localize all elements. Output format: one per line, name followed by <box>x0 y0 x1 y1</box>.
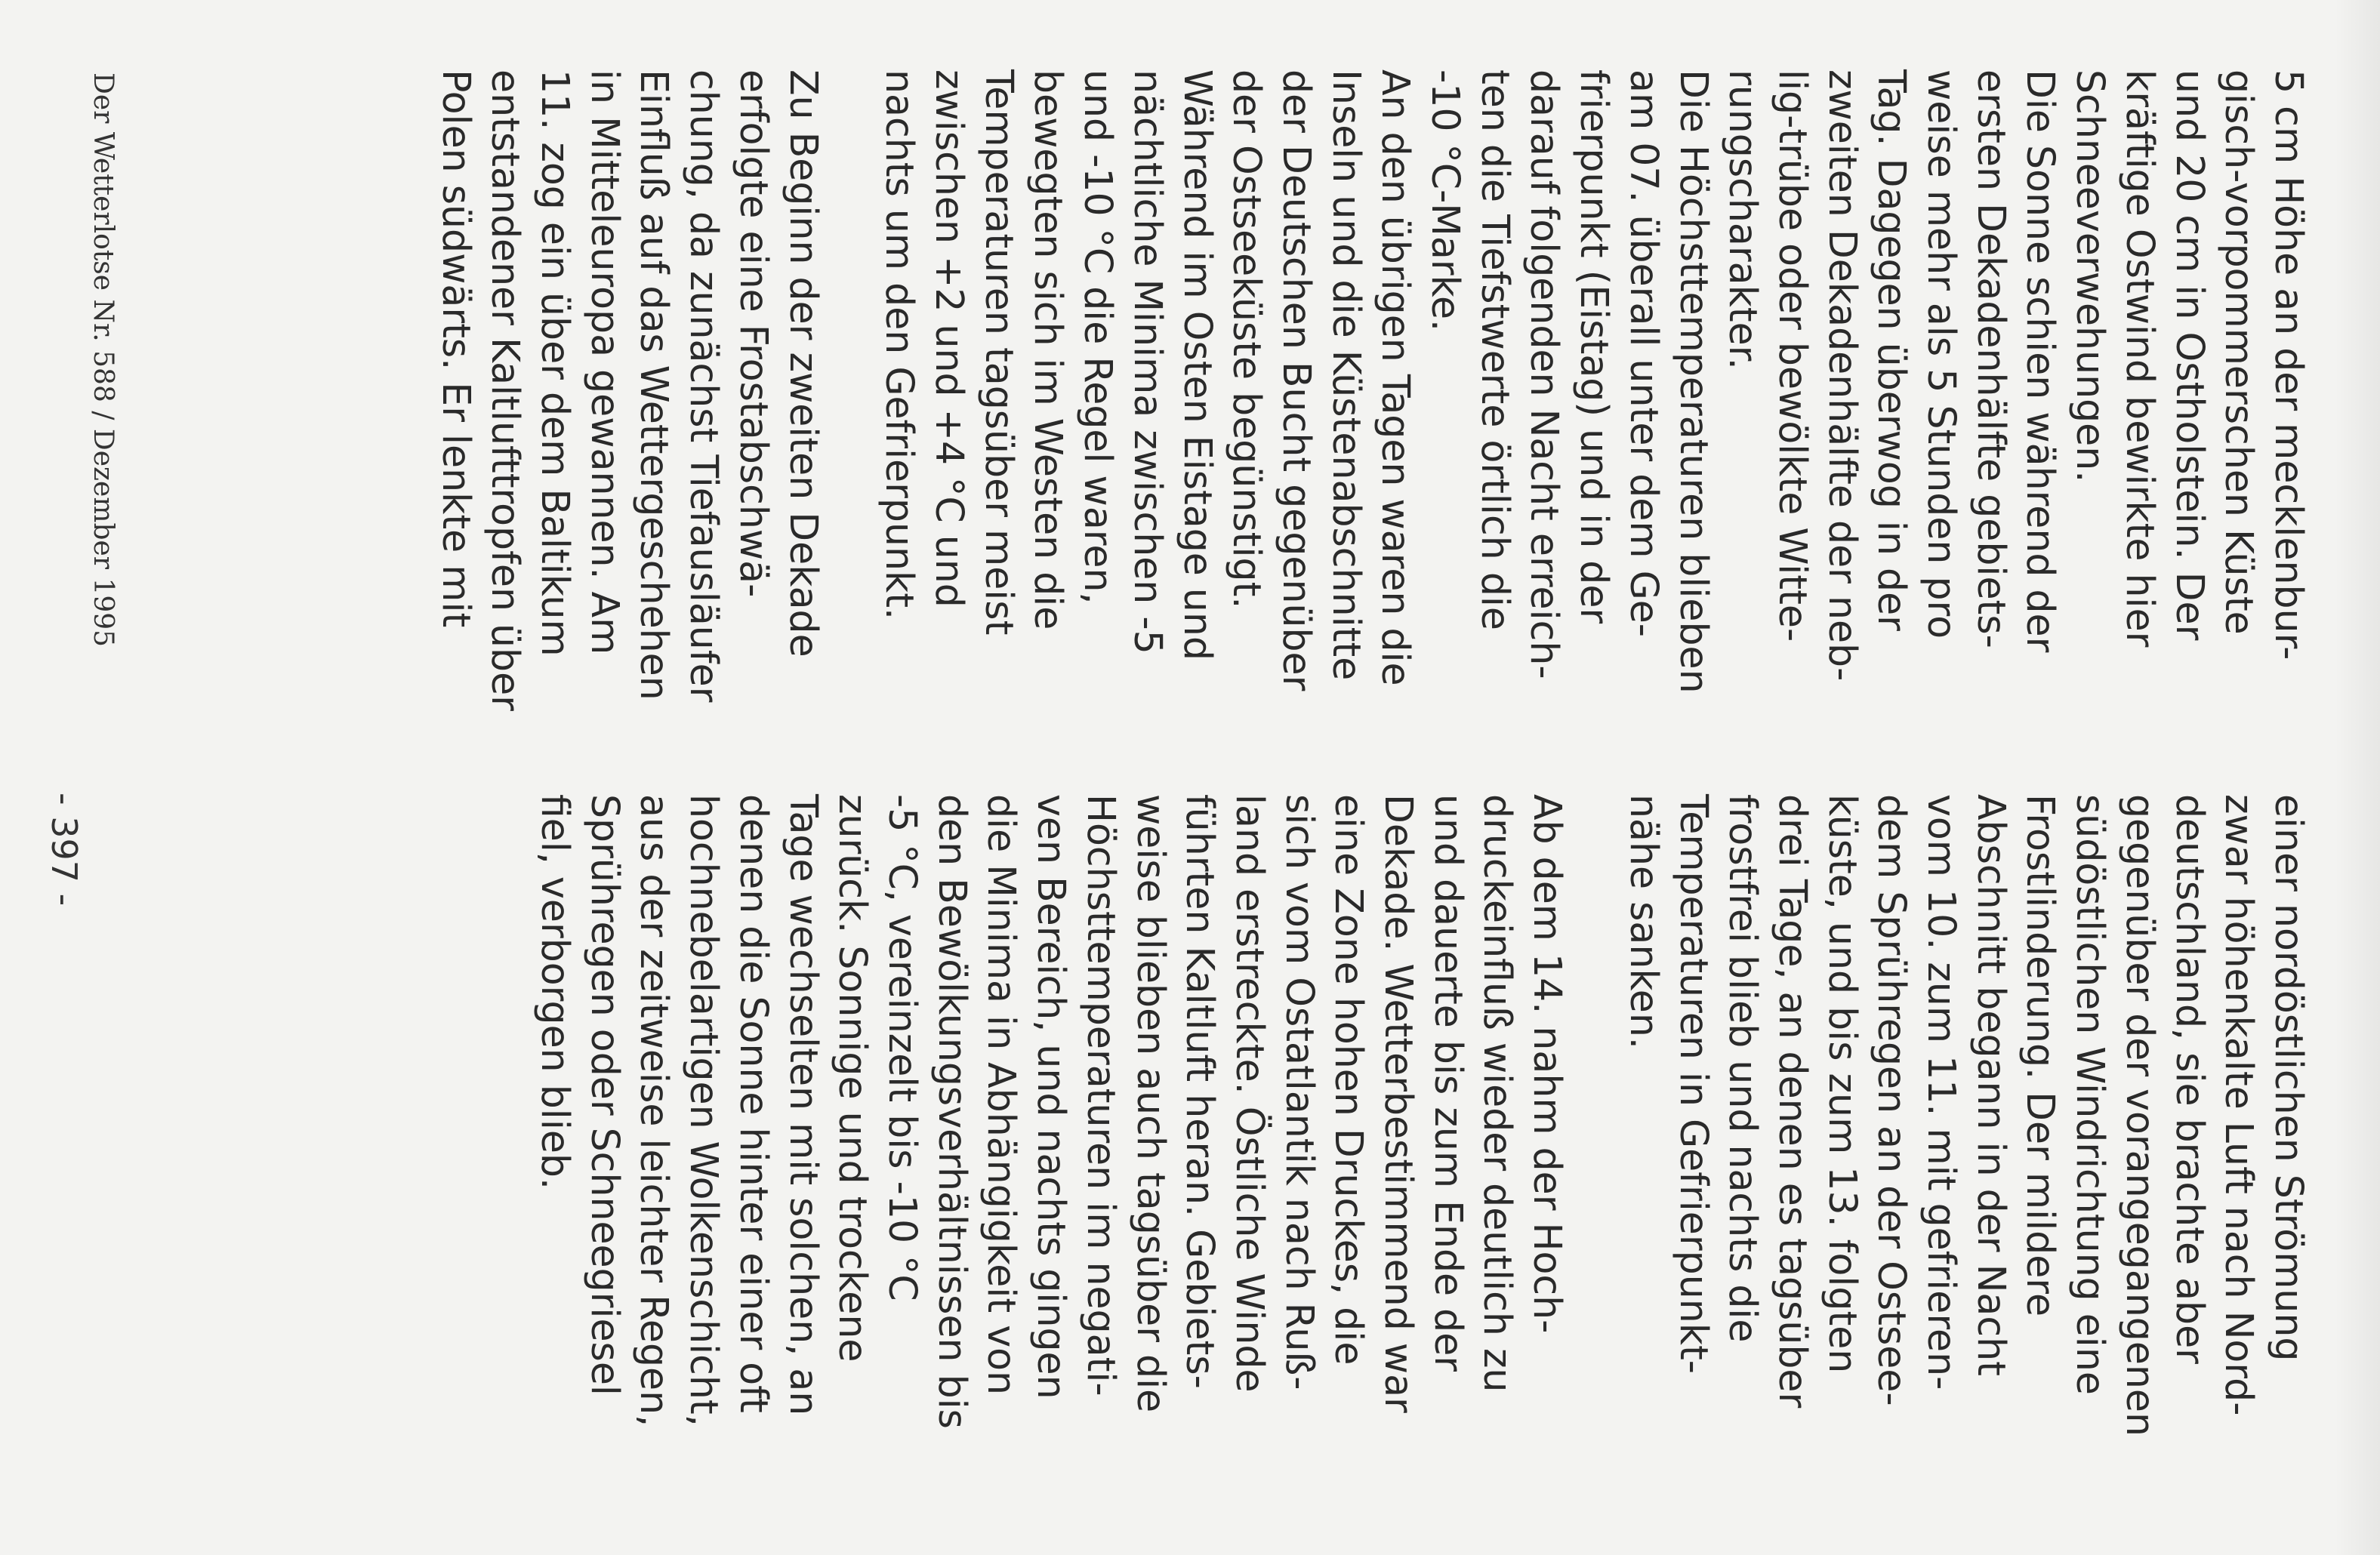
footer-publication-line: Der Wetterlotse Nr. 588 / Dezember 1995 <box>88 72 119 648</box>
left-paragraph-1: 5 cm Höhe an der mecklenbur- gisch-vorpommerschen Küste und 20 cm in Ostholstein. Der kräftige Ostwind bewirkte hier Schneeverwehungen. Die Sonne schien während der ersten Dekadenhälfte gebiets- weise mehr als 5 Stunden pro Tag. Dagegen überwog in der zweiten Dekadenhälfte der neb- lig-trübe oder bewölkte Witte- rungscharakter. Die Höchsttemperaturen blieben am 07. überall unter dem Ge- frierpunkt (Eistag) und in der darauf folgenden Nacht erreich- ten die Tiefstwerte örtlich die -10 °C-Marke. An den übrigen Tagen waren die Inseln und die Küstenabschnitte der Deutschen Bucht gegenüber der Ostseeküste begünstigt. Während im Osten Eistage und nächtliche Minima zwischen -5 und -10 °C die Regel waren, bewegten sich im Westen die Temperaturen tagsüber meist zwischen +2 und +4 °C und nachts um den Gefrierpunkt. <box>877 69 2311 694</box>
right-text-column <box>530 794 2314 1451</box>
right-paragraph-1: einer nordöstlichen Strömung zwar höhenkalte Luft nach Nord- deutschland, sie brachte aber gegenüber der vorangegangenen südöstlichen Windrichtung eine Frostlinderung. Der mildere Abschnitt begann in der Nacht vom 10. zum 11. mit gefrieren- dem Sprühregen an der Ostsee- küste, und bis zum 13. folgten drei Tage, an denen es tagsüber frostfrei blieb und nachts die Temperaturen in Gefrierpunkt- nähe sanken. <box>1621 794 2311 1436</box>
right-paragraph-2: Ab dem 14. nahm der Hoch- druckeinfluß wieder deutlich zu und dauerte bis zum Ende der Dekade. Wetterbestimmend war eine Zone hohen Druckes, die sich vom Ostatlantik nach Ruß- land erstreckte. Östliche Winde führten Kaltluft heran. Gebiets- weise blieben auch tagsüber die Höchsttemperaturen im negati- ven Bereich, und nachts gingen die Minima in Abhängigkeit von den Bewölkungsverhältnissen bis -5 °C, vereinzelt bis -10 °C zurück. Sonnige und trockene Tage wechselten mit solchen, an denen die Sonne hinter einer oft hochnebelartigen Wolkenschicht, aus der zeitweise leichter Regen, Sprühregen oder Schneegriesel fiel, verborgen blieb. <box>533 794 1571 1429</box>
left-text-column <box>431 69 2314 726</box>
left-paragraph-2: Zu Beginn der zweiten Dekade erfolgte eine Frostabschwä- chung, da zunächst Tiefausläufer Einfluß auf das Wettergeschehen in Mitteleuropa gewannen. Am 11. zog ein über dem Baltikum entstandener Kaltlufttropfen über Polen südwärts. Er lenkte mit <box>433 69 826 711</box>
page-number: - 397 - <box>44 793 85 907</box>
